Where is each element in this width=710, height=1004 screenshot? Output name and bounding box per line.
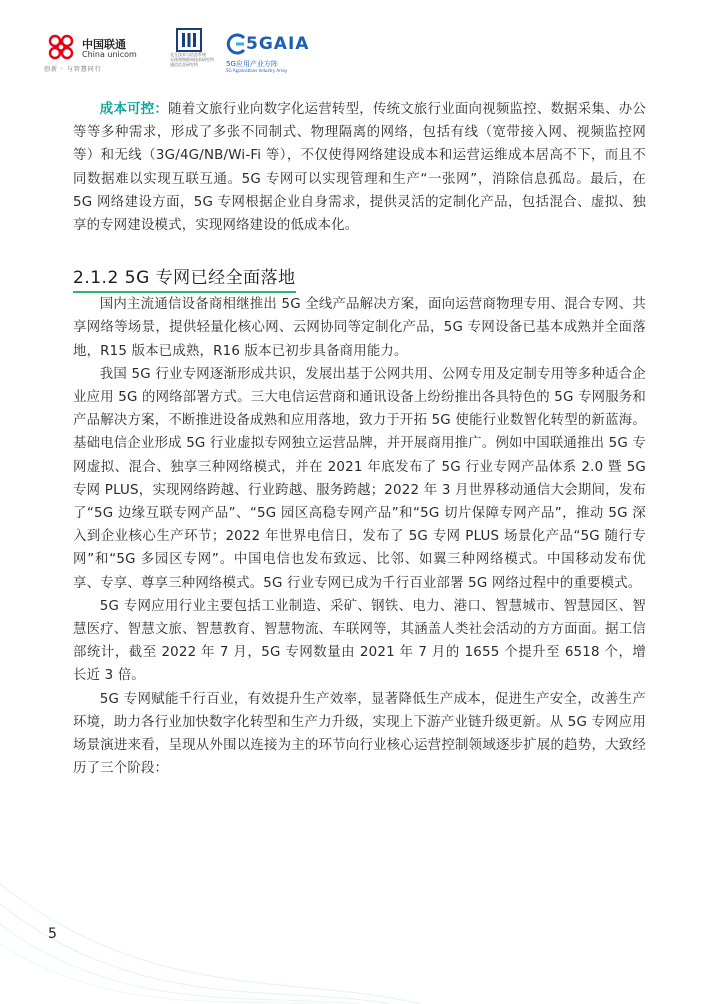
5gaia-cn-name: 5G应用产业方阵 bbox=[226, 60, 278, 68]
china-unicom-knot-icon bbox=[44, 30, 78, 64]
keyword-cost-control: 成本可控： bbox=[99, 102, 169, 117]
paragraph-deployment: 我国 5G 行业专网逐渐形成共识，发展出基于公网共用、公网专用及定制专用等多种适合企业应用 5G 的网络部署方式。三大电信运营商和通讯设备上纷纷推出各具特色的 5G 专网服务和产品解决方案，不断推进设备成熟和应用落地，致力于开拓 5G 使能行业数智化转型的新蓝海。基础电信企业形成 5G 行业虚拟专网独立运营品牌，并开展商用推广。例如中国联通推出 5G 专网虚拟、混合、独享三种网络模式，并在 2021 年底发布了 5G 行业专网产品体系 2.0 暨 5G 专网 PLUS，实现网络跨越、行业跨越、服务跨越；2022 年 3 月世界移动通信大会期间，发布了“5G 边缘互联专网产品”、“5G 园区高稳专网产品”和“5G 切片保障专网产品”，推动 5G 深入到企业核心生产环节；2022 年世界电信日，发布了 5G 专网 PLUS 场景化产品“5G 随行专网”和“5G 多园区专网”。中国电信也发布致远、比邻、如翼三种网络模式。中国移动发布优享、专享、尊享三种网络模式。5G 行业专网已成为千行百业部署 5G 网络过程中的重要模式。 bbox=[73, 366, 646, 591]
5gaia-en-name: 5G Applications Industry Array bbox=[226, 68, 288, 73]
unicom-cn-name: 中国联通 bbox=[82, 38, 126, 51]
page-number: 5 bbox=[48, 926, 57, 942]
paragraph-cost-control bbox=[73, 98, 646, 237]
section-heading bbox=[73, 263, 296, 293]
unicom-en-name: China unicom bbox=[82, 50, 137, 59]
page-header bbox=[44, 26, 684, 78]
page-body bbox=[73, 98, 646, 780]
5gaia-wordmark: 5GAIA bbox=[246, 34, 310, 54]
5gaia-swirl-icon bbox=[224, 32, 248, 56]
paragraph-empowerment: 5G 专网赋能千行百业，有效提升生产效率，显著降低生产成本，促进生产安全，改善生产环境，助力各行业加快数字化转型和生产力升级，实现上下游产业链升级更新。从 5G 专网应用场景演进来看，呈现从外围以连接为主的环节向行业核心运营控制领域逐步扩展的趋势，大致经历了三个阶段： bbox=[73, 691, 646, 777]
caict-emblem-icon bbox=[176, 28, 202, 52]
caict-subtitle: 交互技术与信息系统 无线和物联网技术研究所 通信信息研究所 bbox=[170, 52, 214, 67]
paragraph-cost-control-text: 随着文旅行业向数字化运营转型，传统文旅行业面向视频监控、数据采集、办公等等多种需求，形成了多张不同制式、物理隔离的网络，包括有线（宽带接入网、视频监控网等）和无线（3G/4G/NB/Wi-Fi 等），不仅使得网络建设成本和运营运维成本居高不下，而且不同数据难以实现互联互通。5G 专网可以实现管理和生产“一张网”，消除信息孤岛。最后，在 5G 网络建设方面，5G 专网根据企业自身需求，提供灵活的定制化产品，包括混合、虚拟、独享的专网建设模式，实现网络建设的低成本化。 bbox=[73, 102, 647, 234]
section-number: 2.1.2 bbox=[73, 268, 119, 289]
background-wave-decoration bbox=[0, 804, 710, 1004]
unicom-slogan: 创新 · 与智慧同行 bbox=[44, 66, 102, 73]
paragraph-equipment: 国内主流通信设备商相继推出 5G 全线产品解决方案，面向运营商物理专用、混合专网、共享网络等场景，提供轻量化核心网、云网协同等定制化产品，5G 专网设备已基本成熟并全面落地，R15 版本已成熟，R16 版本已初步具备商用能力。 bbox=[73, 297, 646, 359]
paragraph-industries: 5G 专网应用行业主要包括工业制造、采矿、钢铁、电力、港口、智慧城市、智慧园区、智慧医疗、智慧文旅、智慧教育、智慧物流、车联网等，其涵盖人类社会活动的方方面面。据工信部统计，截至 2022 年 7 月，5G 专网数量由 2021 年 7 月的 1655 个提升至 6518 个，增长近 3 倍。 bbox=[73, 598, 646, 684]
section-title-text: 5G 专网已经全面落地 bbox=[124, 268, 296, 289]
